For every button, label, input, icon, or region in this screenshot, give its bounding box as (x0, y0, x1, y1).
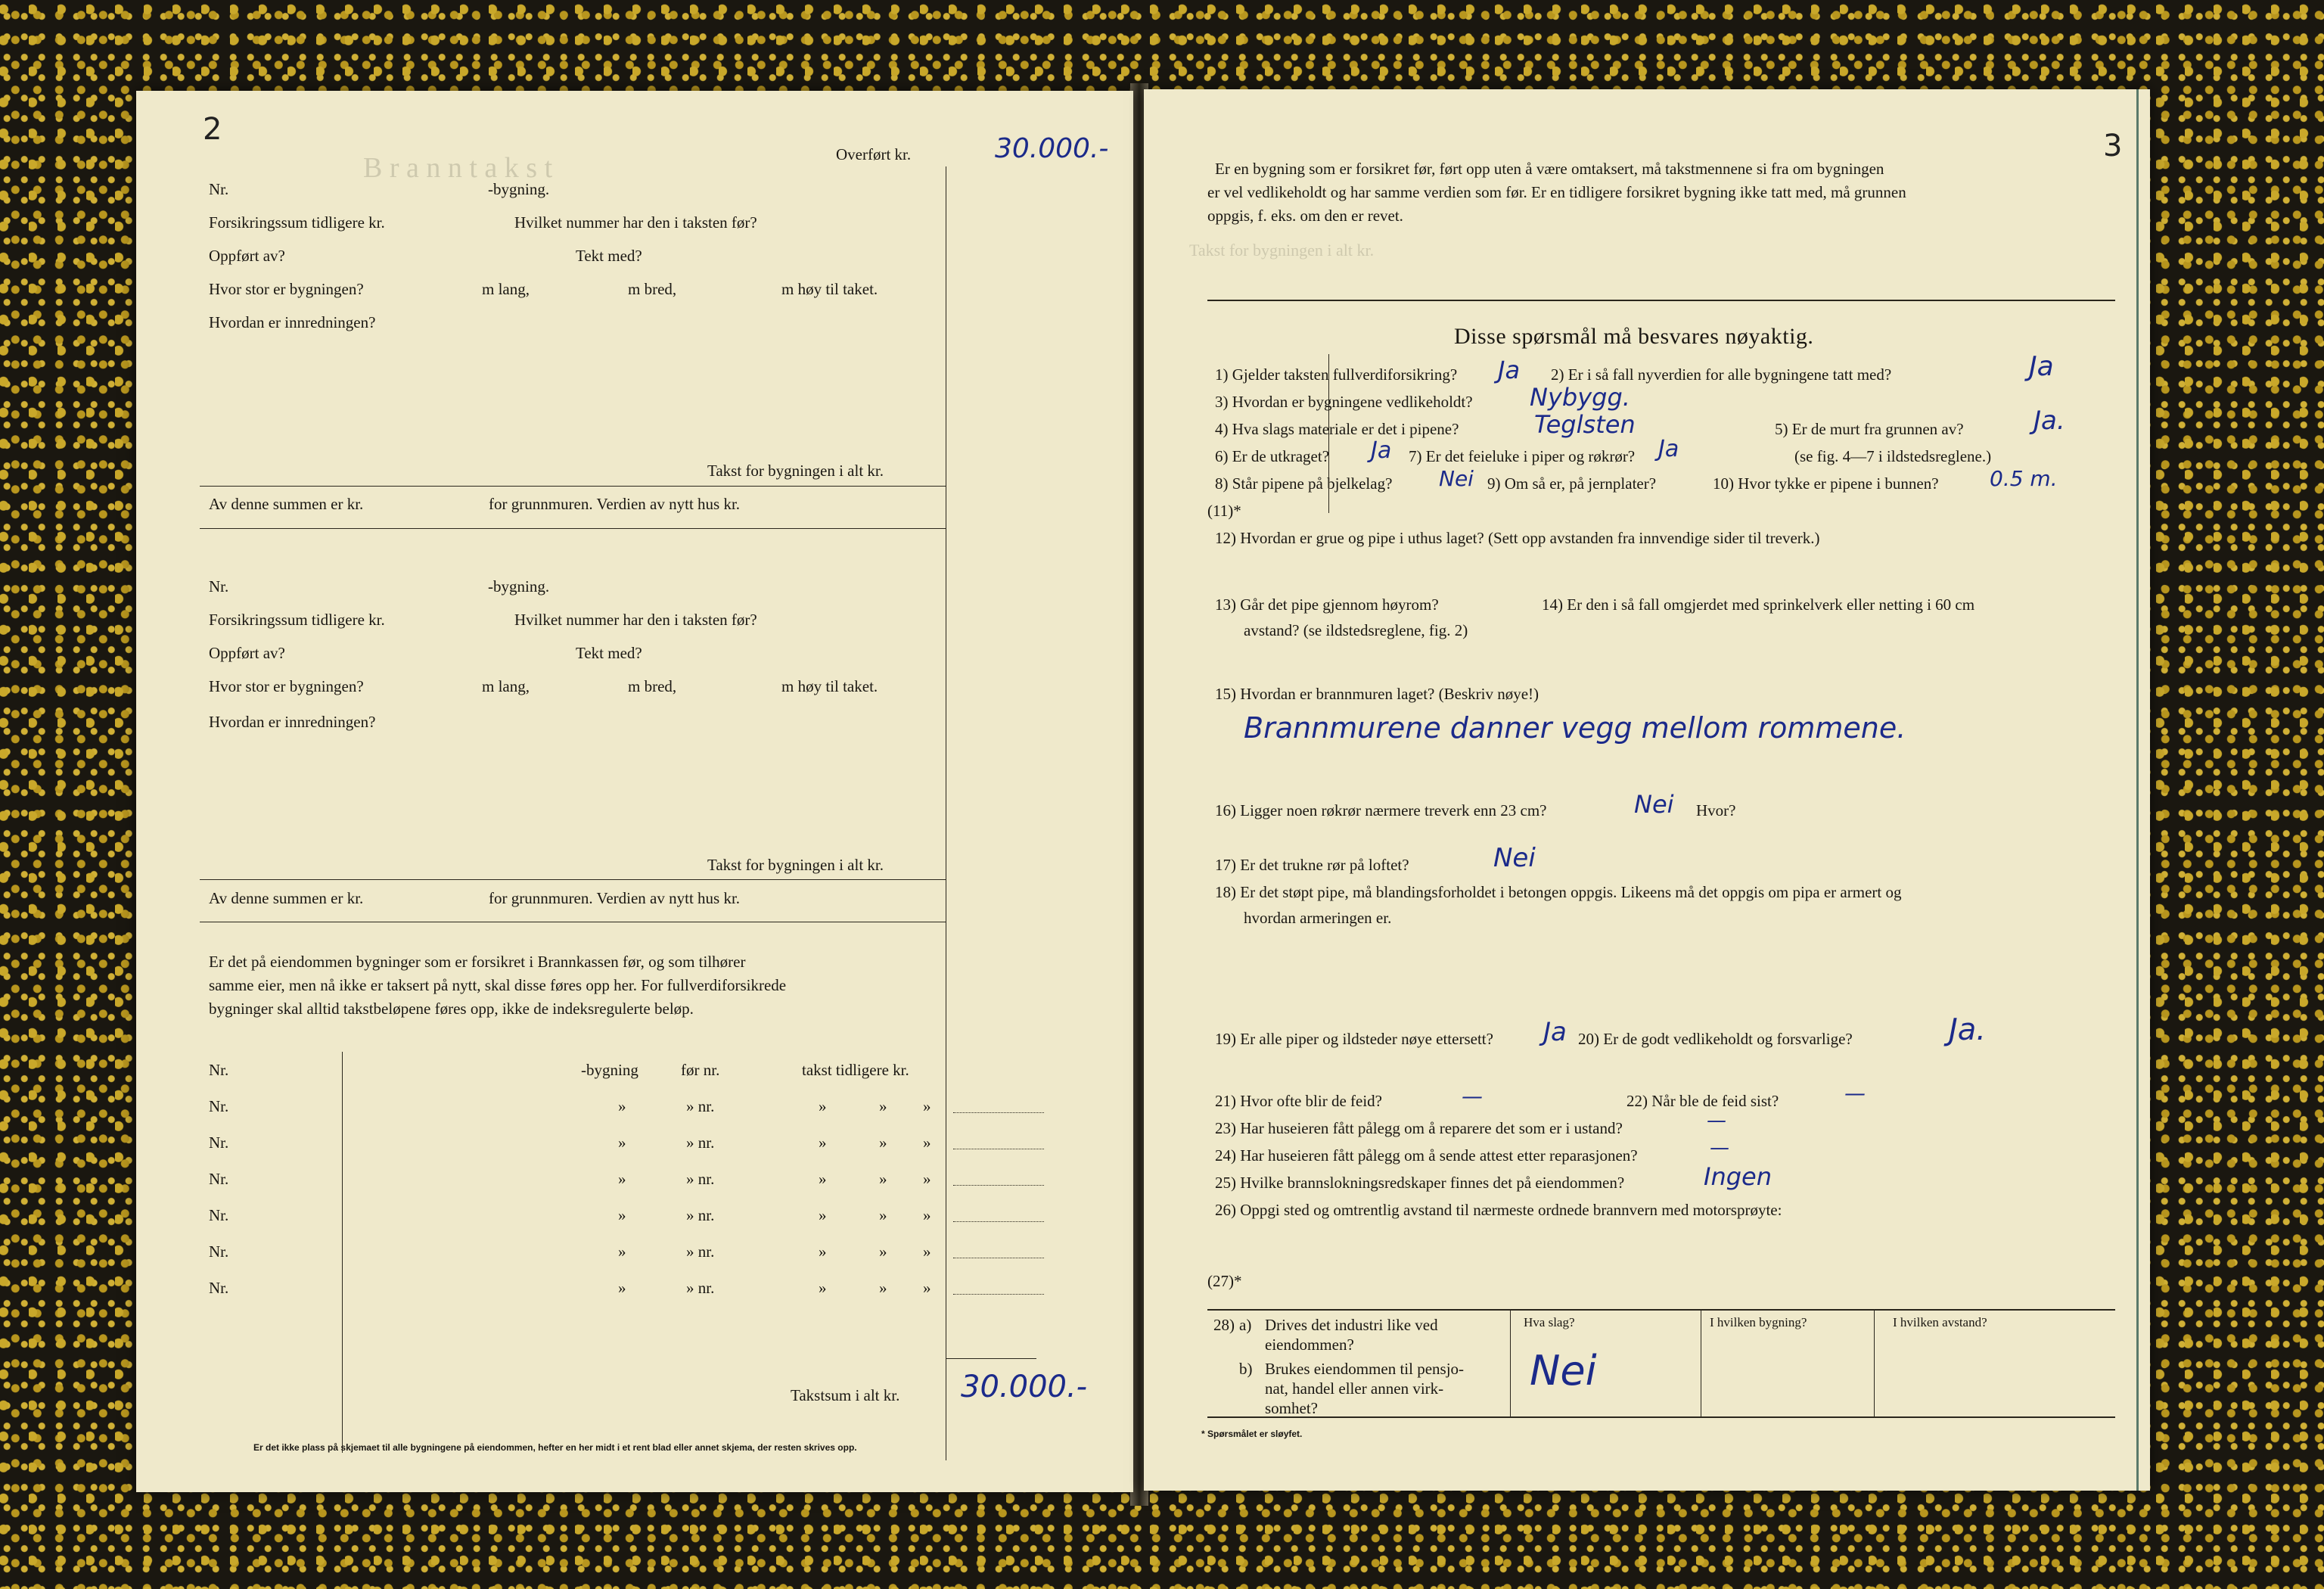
row-ditto: » (879, 1133, 887, 1152)
q7-answer: Ja (1658, 436, 1679, 462)
q1-text: 1) Gjelder taksten fullverdiforsikring? (1215, 365, 1458, 384)
industry-col-3 (1874, 1309, 1875, 1416)
industry-table-top (1207, 1309, 2115, 1311)
takstsum-label: Takstsum i alt kr. (791, 1386, 900, 1404)
q8-answer: Nei (1439, 466, 1474, 491)
row-ditto-nr: » nr. (686, 1279, 715, 1297)
block1-m-lang: m lang, (482, 280, 530, 298)
row-amount-line (953, 1221, 1044, 1222)
q2-text: 2) Er i så fall nyverdien for alle bygningene tatt med? (1551, 365, 1892, 384)
industry-header-distance: I hvilken avstand? (1893, 1315, 1987, 1329)
block2-m-hoy: m høy til taket. (781, 677, 878, 695)
row-ditto: » (923, 1279, 931, 1297)
heading-top-rule (1207, 300, 2115, 301)
q5-text: 5) Er de murt fra grunnen av? (1775, 420, 1964, 438)
q28b-line-1: Brukes eiendommen til pensjo- (1265, 1360, 1465, 1378)
q6-answer: Ja (1371, 437, 1392, 464)
row-ditto: » (819, 1170, 827, 1188)
right-page (1144, 89, 2150, 1491)
q9-text: 9) Om så er, på jernplater? (1487, 474, 1657, 493)
q7-reference: (se fig. 4—7 i ildstedsreglene.) (1794, 447, 1992, 465)
row-ditto: » (819, 1279, 827, 1297)
block2-m-bred: m bred, (628, 677, 677, 695)
q20-text: 20) Er de godt vedlikeholdt og forsvarlige? (1578, 1030, 1853, 1048)
row-amount-line (953, 1294, 1044, 1295)
row-ditto: » (923, 1097, 931, 1115)
overfort-handwritten: 30.000.- (995, 133, 1109, 164)
table-header-takst: takst tidligere kr. (802, 1061, 909, 1079)
row-nr: Nr. (209, 1097, 229, 1115)
industry-header-type: Hva slag? (1524, 1315, 1575, 1329)
q27-skipped: (27)* (1207, 1272, 1242, 1290)
industry-answer: Nei (1530, 1347, 1597, 1395)
q18-text: 18) Er det støpt pipe, må blandingsforholdet i betongen oppgis. Likeens må det oppgis om pipa er armert og (1215, 883, 1902, 901)
q2-answer: Ja (2029, 351, 2054, 382)
intro-line-1: Er en bygning som er forsikret før, ført opp uten å være omtaksert, må takstmennene si fra om bygningen (1215, 160, 1884, 178)
row-ditto: » (879, 1170, 887, 1188)
bleed-through-ghost: B r a n n t a k s t (363, 152, 553, 184)
takstsum-handwritten: 30.000.- (961, 1370, 1088, 1404)
row-nr: Nr. (209, 1170, 229, 1188)
table-header-nr: Nr. (209, 1061, 229, 1079)
q7-text: 7) Er det feieluke i piper og røkrør? (1409, 447, 1636, 465)
q23-answer: — (1707, 1109, 1726, 1132)
q6-text: 6) Er de utkraget? (1215, 447, 1330, 465)
row-ditto: » (819, 1133, 827, 1152)
block1-takst: Takst for bygningen i alt kr. (707, 462, 884, 480)
block1-divider (200, 486, 946, 487)
q28b-line-2: nat, handel eller annen virk- (1265, 1379, 1444, 1398)
block2-hvor-stor: Hvor stor er bygningen? (209, 677, 364, 695)
q14-text: 14) Er den i så fall omgjerdet med sprinkelverk eller netting i 60 cm (1542, 595, 1975, 614)
block1-nr: Nr. (209, 180, 229, 198)
row-ditto: » (923, 1242, 931, 1261)
block2-innredning: Hvordan er innredningen? (209, 713, 376, 731)
row-ditto: » (879, 1242, 887, 1261)
row-ditto: » (618, 1206, 626, 1224)
left-footer-note: Er det ikke plass på skjemaet til alle bygningene på eiendommen, hefter en her midt i et rent blad eller annet skjema, der resten skrives opp. (253, 1442, 857, 1453)
block1-hvor-stor: Hvor stor er bygningen? (209, 280, 364, 298)
q28-number: 28) (1213, 1316, 1235, 1334)
q28b-line-3: somhet? (1265, 1399, 1318, 1417)
row-ditto-nr: » nr. (686, 1170, 715, 1188)
block2-nr: Nr. (209, 577, 229, 595)
q28a-line-1: Drives det industri like ved (1265, 1316, 1438, 1334)
q28a-label: a) (1239, 1316, 1252, 1334)
q19-answer: Ja (1543, 1017, 1567, 1047)
margin-rule (1328, 354, 1329, 513)
block1-forsikringssum: Forsikringssum tidligere kr. (209, 213, 385, 232)
block1-hvilket-nummer: Hvilket nummer har den i taksten før? (514, 213, 757, 232)
block1-grunnmur: for grunnmuren. Verdien av nytt hus kr. (489, 495, 741, 513)
block1-innredning: Hvordan er innredningen? (209, 313, 376, 331)
q10-text: 10) Hvor tykke er pipene i bunnen? (1713, 474, 1939, 493)
page-number: 3 (2103, 129, 2123, 163)
q28b-label: b) (1239, 1360, 1253, 1378)
row-ditto: » (923, 1206, 931, 1224)
row-ditto: » (879, 1097, 887, 1115)
row-ditto: » (618, 1170, 626, 1188)
q19-text: 19) Er alle piper og ildsteder nøye ettersett? (1215, 1030, 1493, 1048)
q25-text: 25) Hvilke brannslokningsredskaper finnes det på eiendommen? (1215, 1174, 1625, 1192)
row-ditto: » (923, 1170, 931, 1188)
row-ditto: » (819, 1206, 827, 1224)
q15-text: 15) Hvordan er brannmuren laget? (Beskriv nøye!) (1215, 685, 1539, 703)
q15-answer: Brannmurene danner vegg mellom rommene. (1244, 711, 1906, 745)
overfort-label: Overført kr. (836, 145, 912, 163)
block2-m-lang: m lang, (482, 677, 530, 695)
q25-answer: Ingen (1704, 1162, 1772, 1191)
block1-m-hoy: m høy til taket. (781, 280, 878, 298)
q24-text: 24) Har huseieren fått pålegg om å sende attest etter reparasjonen? (1215, 1146, 1638, 1165)
left-page (136, 91, 1133, 1492)
row-amount-line (953, 1185, 1044, 1186)
block2-av-denne: Av denne summen er kr. (209, 889, 364, 907)
row-ditto: » (618, 1279, 626, 1297)
block1-m-bred: m bred, (628, 280, 677, 298)
footnote: * Spørsmålet er sløyfet. (1201, 1429, 1303, 1439)
block1-oppfort: Oppført av? (209, 247, 285, 265)
block2-tekt: Tekt med? (576, 644, 642, 662)
block1-tekt: Tekt med? (576, 247, 642, 265)
q12-text: 12) Hvordan er grue og pipe i uthus laget? (Sett opp avstanden fra innvendige sider til treverk.) (1215, 529, 1820, 547)
q22-text: 22) Når ble de feid sist? (1626, 1092, 1779, 1110)
q26-text: 26) Oppgi sted og omtrentlig avstand til nærmeste ordnede brannvern med motorsprøyte: (1215, 1201, 1782, 1219)
row-ditto-nr: » nr. (686, 1206, 715, 1224)
row-ditto: » (819, 1097, 827, 1115)
q13-text: 13) Går det pipe gjennom høyrom? (1215, 595, 1439, 614)
row-ditto: » (923, 1133, 931, 1152)
q16-answer: Nei (1634, 790, 1674, 819)
carryover-paragraph-line-1: Er det på eiendommen bygninger som er forsikret i Brannkassen før, og som tilhører (209, 953, 746, 971)
bleed-through-ghost: Takst for bygningen i alt kr. (1189, 241, 1375, 260)
q21-text: 21) Hvor ofte blir de feid? (1215, 1092, 1383, 1110)
green-edge-line (2136, 89, 2139, 1491)
carryover-paragraph-line-3: bygninger skal alltid takstbeløpene føres opp, ikke de indeksregulerte beløp. (209, 1000, 694, 1018)
block2-takst: Takst for bygningen i alt kr. (707, 856, 884, 874)
q16-text: 16) Ligger noen røkrør nærmere treverk enn 23 cm? (1215, 801, 1547, 819)
carryover-paragraph-line-2: samme eier, men nå ikke er taksert på nytt, skal disse føres opp her. For fullverdiforsikrede (209, 976, 787, 994)
sum-rule (946, 1358, 1036, 1359)
q5-answer: Ja. (2034, 406, 2065, 436)
q17-answer: Nei (1493, 843, 1536, 873)
row-amount-line (953, 1112, 1044, 1113)
row-ditto: » (618, 1097, 626, 1115)
q28a-line-2: eiendommen? (1265, 1336, 1354, 1354)
intro-line-2: er vel vedlikeholdt og har samme verdien som før. Er en tidligere forsikret bygning ikke tatt med, må grunnen (1207, 183, 1906, 201)
row-nr: Nr. (209, 1242, 229, 1261)
row-ditto: » (879, 1206, 887, 1224)
q20-answer: Ja. (1949, 1012, 1987, 1047)
table-header-bygning: -bygning (581, 1061, 638, 1079)
q10-answer: 0.5 m. (1990, 466, 2058, 491)
row-ditto-nr: » nr. (686, 1133, 715, 1152)
q23-text: 23) Har huseieren fått pålegg om å reparere det som er i ustand? (1215, 1119, 1623, 1137)
q22-answer: — (1844, 1081, 1866, 1105)
block2-divider (200, 879, 946, 880)
block1-bygning: -bygning. (488, 180, 550, 198)
q24-answer: — (1710, 1137, 1729, 1159)
q3-answer: Nybygg. (1530, 383, 1630, 412)
q18-text-cont: hvordan armeringen er. (1244, 909, 1392, 927)
row-ditto: » (879, 1279, 887, 1297)
row-nr: Nr. (209, 1279, 229, 1297)
q16-hvor: Hvor? (1696, 801, 1736, 819)
block1-av-denne: Av denne summen er kr. (209, 495, 364, 513)
q11-skipped: (11)* (1207, 502, 1241, 520)
row-ditto-nr: » nr. (686, 1097, 715, 1115)
q1-answer: Ja (1498, 356, 1521, 384)
row-ditto: » (819, 1242, 827, 1261)
row-nr: Nr. (209, 1133, 229, 1152)
row-ditto-nr: » nr. (686, 1242, 715, 1261)
block2-oppfort: Oppført av? (209, 644, 285, 662)
q21-answer: — (1462, 1084, 1483, 1109)
block2-hvilket-nummer: Hvilket nummer har den i taksten før? (514, 611, 757, 629)
q4-answer: Teglsten (1534, 410, 1636, 439)
industry-header-building: I hvilken bygning? (1710, 1315, 1807, 1329)
row-ditto: » (618, 1133, 626, 1152)
q3-text: 3) Hvordan er bygningene vedlikeholdt? (1215, 393, 1473, 411)
industry-col-1 (1510, 1309, 1511, 1416)
table-left-rule (342, 1052, 343, 1453)
q17-text: 17) Er det trukne rør på loftet? (1215, 856, 1409, 874)
q13-text-cont: avstand? (se ildstedsreglene, fig. 2) (1244, 621, 1468, 639)
page-number: 2 (203, 112, 222, 147)
block2-bygning: -bygning. (488, 577, 550, 595)
table-header-for-nr: før nr. (681, 1061, 720, 1079)
industry-table-bottom (1207, 1416, 2115, 1418)
q8-text: 8) Står pipene på bjelkelag? (1215, 474, 1393, 493)
intro-line-3: oppgis, f. eks. om den er revet. (1207, 207, 1403, 225)
q4-text: 4) Hva slags materiale er det i pipene? (1215, 420, 1459, 438)
block1-bottom-rule (200, 528, 946, 529)
questions-heading: Disse spørsmål må besvares nøyaktig. (1454, 324, 1814, 349)
row-nr: Nr. (209, 1206, 229, 1224)
block2-grunnmur: for grunnmuren. Verdien av nytt hus kr. (489, 889, 741, 907)
row-ditto: » (618, 1242, 626, 1261)
block2-forsikringssum: Forsikringssum tidligere kr. (209, 611, 385, 629)
